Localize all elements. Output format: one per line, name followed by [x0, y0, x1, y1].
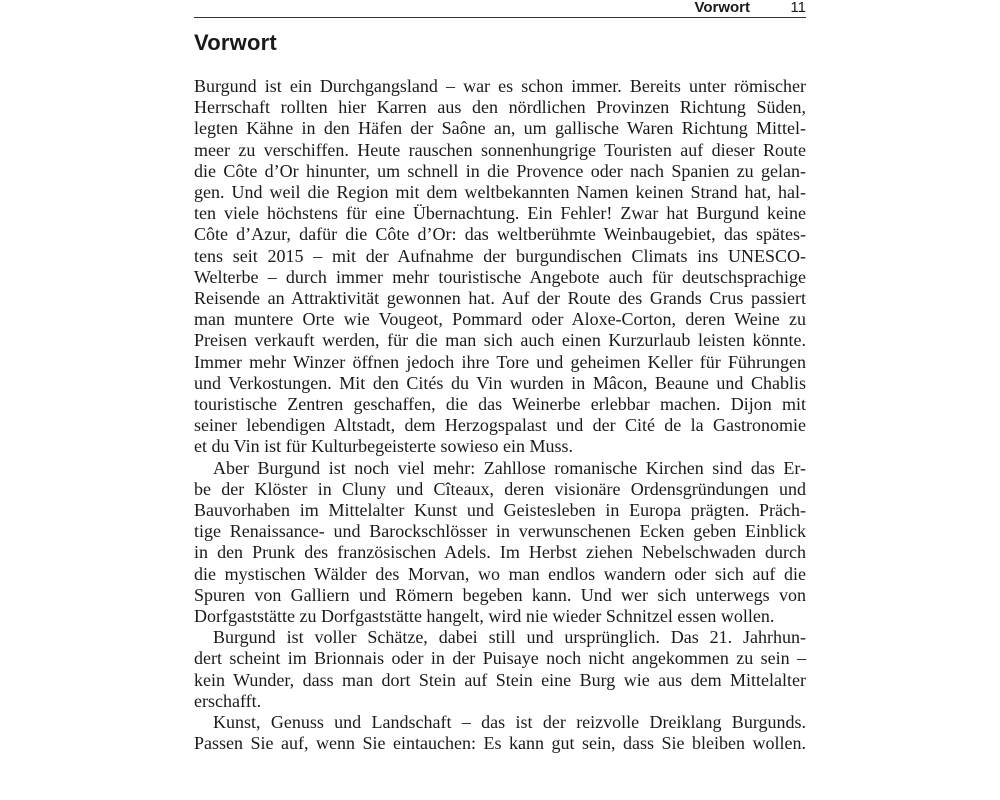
text-line: kein Wunder, dass man dort Stein auf Stein eine Burg wie aus dem Mittelalter — [194, 669, 806, 690]
text-line: touristische Zentren geschaffen, die das Weinerbe erlebbar machen. Dijon mit — [194, 394, 806, 415]
page-number: 11 — [790, 0, 806, 16]
paragraph-2 — [194, 458, 806, 628]
text-line: Preisen verkauft werden, für die man sich auch einen Kurzurlaub leisten könnte. — [194, 330, 806, 351]
text-line: Passen Sie auf, wenn Sie eintauchen: Es kann gut sein, dass Sie bleiben wollen. — [194, 733, 806, 754]
text-line: Bauvorhaben im Mittelalter Kunst und Geistesleben in Europa prägten. Präch- — [194, 500, 806, 521]
text-line: Immer mehr Winzer öffnen jedoch ihre Tore und geheimen Keller für Führungen — [194, 351, 806, 372]
text-line: Dorfgaststätte zu Dorfgaststätte hangelt, wird nie wieder Schnitzel essen wollen. — [194, 606, 775, 627]
chapter-title: Vorwort — [194, 30, 277, 55]
text-line: die mystischen Wälder des Morvan, wo man endlos wandern oder sich auf die — [194, 563, 806, 584]
text-line: und Verkostungen. Mit den Cités du Vin wurden in Mâcon, Beaune und Chablis — [194, 372, 806, 393]
book-page — [194, 0, 806, 755]
text-line: Aber Burgund ist noch viel mehr: Zahllose romanische Kirchen sind das Er- — [213, 457, 806, 478]
text-line: erschafft. — [194, 690, 262, 711]
text-line: et du Vin ist für Kulturbegeisterte sowieso ein Muss. — [194, 436, 574, 457]
text-line: Herrschaft rollten hier Karren aus den nördlichen Provinzen Richtung Süden, — [194, 97, 806, 118]
paragraph-3 — [194, 627, 806, 712]
text-line: dert scheint im Brionnais oder in der Puisaye noch nicht angekommen zu sein – — [194, 648, 806, 669]
body-text — [194, 76, 806, 755]
paragraph-1 — [194, 76, 806, 458]
text-line: Spuren von Galliern und Römern begeben kann. Und wer sich unterwegs von — [194, 584, 806, 605]
text-line: in den Prunk des französischen Adels. Im Herbst ziehen Nebelschwaden durch — [194, 542, 806, 563]
text-line: be der Klöster in Cluny und Cîteaux, deren visionäre Ordensgründungen und — [194, 478, 806, 499]
text-line: Kunst, Genuss und Landschaft – das ist der reizvolle Dreiklang Burgunds. — [213, 712, 806, 733]
text-line: Burgund ist ein Durchgangsland – war es schon immer. Bereits unter römischer — [194, 76, 806, 96]
text-line: Côte d’Azur, dafür die Côte d’Or: das weltberühmte Weinbaugebiet, das spätes- — [194, 224, 806, 245]
text-line: Welterbe – durch immer mehr touristische Angebote auch für deutschsprachige — [194, 266, 806, 287]
text-line: gen. Und weil die Region mit dem weltbekannten Namen keinen Strand hat, hal- — [194, 182, 806, 203]
text-line: legten Kähne in den Häfen der Saône an, um gallische Waren Richtung Mittel- — [194, 118, 806, 139]
text-line: die Côte d’Or hinunter, um schnell in die Provence oder nach Spanien zu gelan- — [194, 160, 806, 181]
text-line: tige Renaissance- und Barockschlösser in verwunschenen Ecken geben Einblick — [194, 521, 806, 542]
text-line: man muntere Orte wie Vougeot, Pommard oder Aloxe-Corton, deren Weine zu — [194, 309, 806, 330]
text-line: tens seit 2015 – mit der Aufnahme der burgundischen Climats ins UNESCO- — [194, 245, 806, 266]
text-line: ten viele höchstens für eine Übernachtung. Ein Fehler! Zwar hat Burgund keine — [194, 203, 806, 224]
text-line: seiner lebendigen Altstadt, dem Herzogspalast und der Cité de la Gastronomie — [194, 415, 806, 436]
text-line: Reisende an Attraktivität gewonnen hat. Auf der Route des Grands Crus passiert — [194, 288, 806, 309]
text-line: Burgund ist voller Schätze, dabei still und ursprünglich. Das 21. Jahrhun- — [213, 627, 806, 648]
running-head-title: Vorwort — [694, 0, 750, 16]
running-head — [194, 0, 806, 18]
text-line: meer zu verschiffen. Heute rauschen sonnenhungrige Touristen auf dieser Route — [194, 139, 806, 160]
paragraph-4 — [194, 712, 806, 754]
